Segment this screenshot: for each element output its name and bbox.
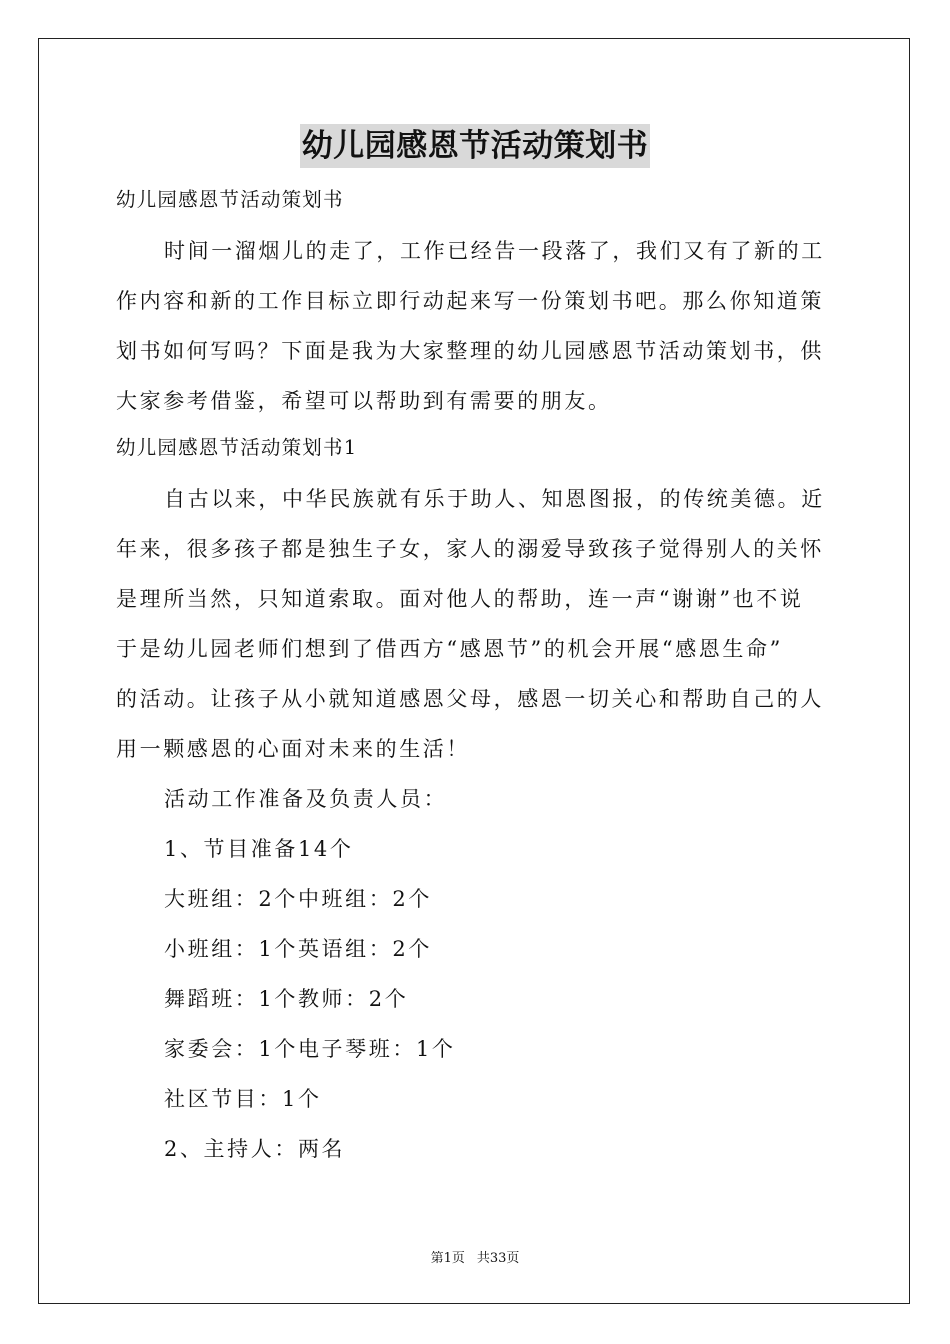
- body-line: 用一颗感恩的心面对未来的生活！: [116, 737, 470, 761]
- list-item: 2、主持人：两名: [164, 1137, 346, 1161]
- list-item: 社区节目：1个: [164, 1087, 322, 1111]
- intro-line: 时间一溜烟儿的走了，工作已经告一段落了，我们又有了新的工: [164, 239, 825, 263]
- body-line: 于是幼儿园老师们想到了借西方“感恩节”的机会开展“感恩生命”: [116, 637, 783, 661]
- list-item: 家委会：1个电子琴班：1个: [164, 1037, 456, 1061]
- page-total: 共33页: [476, 1251, 520, 1266]
- list-item: 舞蹈班：1个教师：2个: [164, 987, 409, 1011]
- document-subtitle: 幼儿园感恩节活动策划书: [116, 188, 344, 211]
- body-line: 自古以来，中华民族就有乐于助人、知恩图报，的传统美德。近: [164, 487, 825, 511]
- title-wrapper: [0, 124, 950, 168]
- page-footer: [0, 1247, 950, 1266]
- body-line: 的活动。让孩子从小就知道感恩父母，感恩一切关心和帮助自己的人: [116, 687, 824, 711]
- body-line: 是理所当然，只知道索取。面对他人的帮助，连一声“谢谢”也不说: [116, 587, 804, 611]
- body-paragraph: [116, 474, 834, 774]
- intro-line: 作内容和新的工作目标立即行动起来写一份策划书吧。那么你知道策: [116, 289, 824, 313]
- intro-paragraph: [116, 226, 834, 426]
- list-item: 小班组：1个英语组：2个: [164, 937, 432, 961]
- page-number: 第1页: [430, 1251, 465, 1266]
- list-item: 1、节目准备14个: [164, 837, 354, 861]
- list-item: 活动工作准备及负责人员：: [164, 787, 448, 811]
- body-line: 年来，很多孩子都是独生子女，家人的溺爱导致孩子觉得别人的关怀: [116, 537, 824, 561]
- preparation-list: [116, 774, 834, 1174]
- document-body: [116, 178, 834, 1174]
- list-item: 大班组：2个中班组：2个: [164, 887, 432, 911]
- section-heading: 幼儿园感恩节活动策划书1: [116, 436, 358, 459]
- intro-line: 划书如何写吗？下面是我为大家整理的幼儿园感恩节活动策划书，供: [116, 339, 824, 363]
- document-title: 幼儿园感恩节活动策划书: [300, 124, 651, 168]
- intro-line: 大家参考借鉴，希望可以帮助到有需要的朋友。: [116, 389, 612, 413]
